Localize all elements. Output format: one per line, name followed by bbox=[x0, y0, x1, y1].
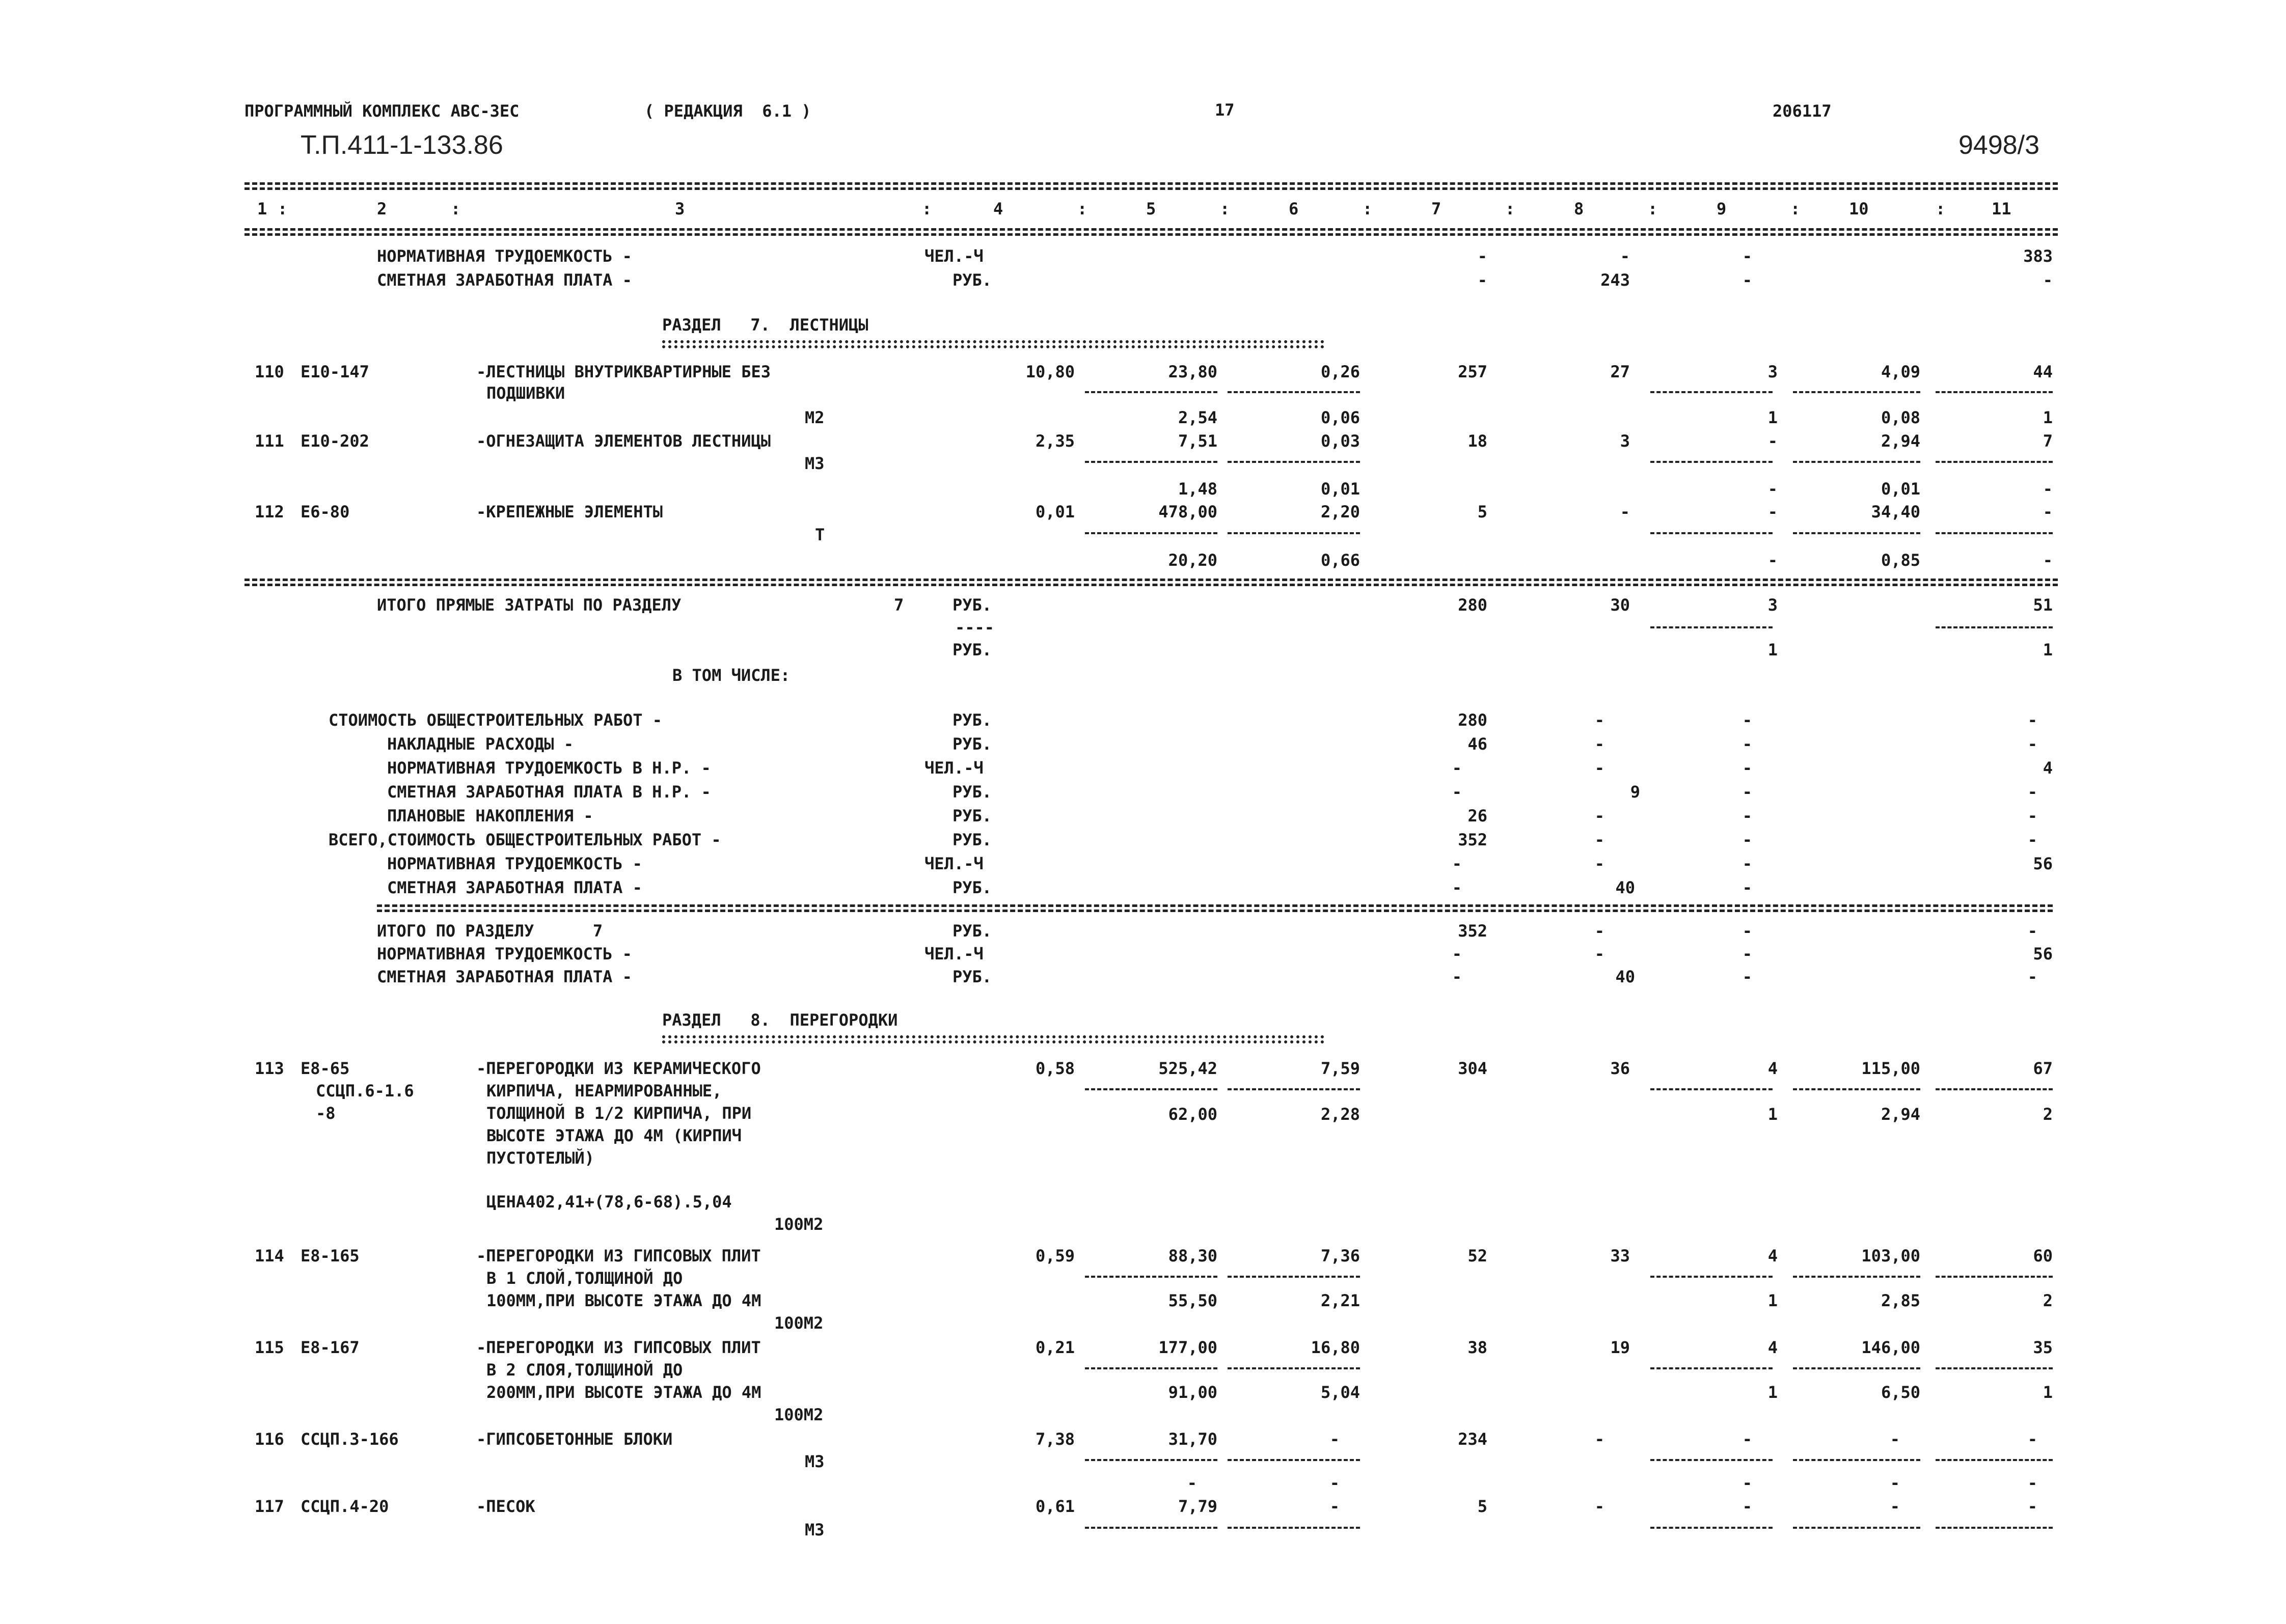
col-4: 4 bbox=[993, 199, 1003, 218]
work-description: -ОГНЕЗАЩИТА ЭЛЕМЕНТОВ ЛЕСТНИЦЫ bbox=[476, 431, 771, 451]
work-description: -ПЕРЕГОРОДКИ ИЗ ГИПСОВЫХ ПЛИТ bbox=[476, 1338, 761, 1357]
total-direct-costs-label: ИТОГО ПРЯМЫЕ ЗАТРАТЫ ПО РАЗДЕЛУ bbox=[377, 595, 682, 615]
unit: 100М2 bbox=[774, 1313, 824, 1333]
col-2: 2 bbox=[377, 199, 387, 218]
unit: ЧЕЛ.-Ч bbox=[924, 246, 984, 266]
row-number: 117 bbox=[255, 1497, 284, 1516]
wages-label: СМЕТНАЯ ЗАРАБОТНАЯ ПЛАТА - bbox=[377, 270, 632, 290]
work-description: -ГИПСОБЕТОННЫЕ БЛОКИ bbox=[476, 1429, 673, 1449]
rule bbox=[244, 584, 2058, 586]
work-description: -ПЕСОК bbox=[476, 1497, 535, 1516]
row-number: 114 bbox=[255, 1246, 284, 1265]
rate-code: ССЦП.3-166 bbox=[301, 1429, 399, 1449]
rate-code: Е10-147 bbox=[301, 362, 369, 381]
col-9: 9 bbox=[1717, 199, 1727, 218]
page-number: 17 bbox=[1215, 100, 1235, 120]
estimate-sheet: ПРОГРАММНЫЙ КОМПЛЕКС АВС-3ЕС ( РЕДАКЦИЯ 6.1 ) 17 206117 Т.П.411-1-133.86 9498/3 1 2 3 4 5 6 7 8 9 10 11 : : : : : : : : : : НОРМАТИВНАЯ ТРУДОЕМКОСТЬ - ЧЕЛ.-Ч - - - 383 СМЕТНАЯ ЗАРАБОТНАЯ ПЛАТА - РУБ. - 243 - - РАЗДЕЛ 7. ЛЕСТНИЦЫ 110 Е10-147 -ЛЕСТНИЦЫ ВНУТРИКВАРТИРНЫЕ БЕЗ ПОДШИВКИ М2 10,80 23,80 0,26 257 27 3 4,09 44 2,54 0,06 1 0,08 1 111 Е10-202 -ОГНЕЗАЩИТА ЭЛЕМЕНТОВ ЛЕСТНИЦЫ М3 2,35 7,51 0,03 18 3 - 2,94 7 1,48 0,01 - 0,01 - 112 Е6-80 -КРЕПЕЖНЫЕ ЭЛЕМЕНТЫ Т 0,01 478,00 2,20 5 - - 34,40 - 20,20 0,66 - 0,85 - ИТОГО ПРЯМЫЕ ЗАТРАТЫ ПО РАЗДЕЛУ 7 РУБ. 280 30 3 51 ---- РУБ. 1 1 В ТОМ ЧИСЛЕ: СТОИМОСТЬ ОБЩЕСТРОИТЕЛЬНЫХ РАБОТ - РУБ. 280 - - - НАКЛАДНЫЕ РАСХОДЫ - РУБ. 46 - - - НОРМАТИВНАЯ ТРУДОЕМКОСТЬ В Н.Р. - ЧЕЛ.-Ч - - - 4 СМЕТНАЯ ЗАРАБОТНАЯ ПЛАТА В Н.Р. - РУБ. - 9 - - ПЛАНОВЫЕ НАКОПЛЕНИЯ - РУБ. 26 - - - ВСЕГО,СТОИМОСТЬ ОБЩЕСТРОИТЕЛЬНЫХ РАБОТ - РУБ. 352 - - - НОРМАТИВНАЯ ТРУДОЕМКОСТЬ - ЧЕЛ.-Ч - - - 56 СМЕТНАЯ ЗАРАБОТНАЯ ПЛАТА - РУБ. - 40 - ИТОГО ПО РАЗДЕЛУ 7 РУБ. 352 - - - НОРМАТИВНАЯ ТРУДОЕМКОСТЬ - ЧЕЛ.-Ч - - - 56 СМЕТНАЯ ЗАРАБОТНАЯ ПЛАТА - РУБ. - 40 - - РАЗДЕЛ 8. ПЕРЕГОРОДКИ 113 Е8-65 ССЦП.6-1.6 -8 -ПЕРЕГОРОДКИ ИЗ КЕРАМИЧЕСКОГО КИРПИЧА, НЕАРМИРОВАННЫЕ, ТОЛЩИНОЙ В 1/2 КИРПИЧА, ПРИ ВЫСОТЕ ЭТАЖА ДО 4М (КИРПИЧ ПУСТОТЕЛЫЙ) ЦЕНА402,41+(78,6-68).5,04 100М2 0,58 525,42 7,59 304 36 4 115,00 67 62,00 2,28 1 2,94 2 114 Е8-165 -ПЕРЕГОРОДКИ ИЗ ГИПСОВЫХ ПЛИТ В 1 СЛОЙ,ТОЛЩИНОЙ ДО 100ММ,ПРИ ВЫСОТЕ ЭТАЖА ДО 4М 100М2 0,59 88,30 7,36 52 33 4 103,00 60 55,50 2,21 1 2,85 2 115 Е8-167 -ПЕРЕГОРОДКИ ИЗ ГИПСОВЫХ ПЛИТ В 2 СЛОЯ,ТОЛЩИНОЙ ДО 200ММ,ПРИ ВЫСОТЕ ЭТАЖА ДО 4М 100М2 0,21 177,00 16,80 38 19 4 146,00 35 91,00 5,04 1 6,50 1 116 ССЦП.3-166 -ГИПСОБЕТОННЫЕ БЛОКИ М3 7,38 31,70 - 234 - - - - - - - - - 117 ССЦП.4-20 -ПЕСОК М3 0,61 7,79 - 5 - - - - bbox=[0, 0, 2286, 1624]
section-8-title: РАЗДЕЛ 8. ПЕРЕГОРОДКИ bbox=[662, 1010, 898, 1030]
section-7-title: РАЗДЕЛ 7. ЛЕСТНИЦЫ bbox=[662, 315, 868, 335]
title-underline bbox=[662, 345, 1324, 348]
row-number: 116 bbox=[255, 1429, 284, 1449]
col-11: 11 bbox=[1992, 199, 2011, 218]
rate-code: Е10-202 bbox=[301, 431, 369, 451]
col-8: 8 bbox=[1574, 199, 1584, 218]
rate-code: Е8-65 bbox=[301, 1059, 350, 1078]
rate-code: Е8-167 bbox=[301, 1338, 360, 1357]
title-underline bbox=[662, 1040, 1324, 1043]
work-description: -ПЕРЕГОРОДКИ ИЗ ГИПСОВЫХ ПЛИТ bbox=[476, 1246, 761, 1265]
work-description: -ПЕРЕГОРОДКИ ИЗ КЕРАМИЧЕСКОГО bbox=[476, 1059, 761, 1078]
rate-code: ССЦП.4-20 bbox=[301, 1497, 389, 1516]
unit: М3 bbox=[805, 1520, 825, 1539]
unit: М3 bbox=[805, 454, 825, 473]
including-label: В ТОМ ЧИСЛЕ: bbox=[672, 666, 791, 685]
row-number: 110 bbox=[255, 362, 284, 381]
rule bbox=[377, 910, 2053, 912]
rule bbox=[244, 228, 2058, 231]
row-number: 112 bbox=[255, 502, 284, 521]
rule bbox=[244, 233, 2058, 236]
rate-code: Е8-165 bbox=[301, 1246, 360, 1265]
typical-project-ref: Т.П.411-1-133.86 bbox=[301, 130, 503, 160]
unit: РУБ. bbox=[953, 270, 992, 290]
rule bbox=[244, 187, 2058, 190]
unit: 100М2 bbox=[774, 1215, 824, 1234]
col-3: 3 bbox=[675, 199, 685, 218]
section-total-label: ИТОГО ПО РАЗДЕЛУ 7 bbox=[377, 921, 603, 941]
work-description: -ЛЕСТНИЦЫ ВНУТРИКВАРТИРНЫЕ БЕЗ bbox=[476, 362, 771, 381]
row-number: 111 bbox=[255, 431, 284, 451]
sheet-ref: 9498/3 bbox=[1958, 130, 2040, 160]
program-name: ПРОГРАММНЫЙ КОМПЛЕКС АВС-3ЕС bbox=[244, 101, 520, 121]
labor-label: НОРМАТИВНАЯ ТРУДОЕМКОСТЬ - bbox=[377, 246, 632, 266]
unit: 100М2 bbox=[774, 1405, 824, 1424]
price-formula: ЦЕНА402,41+(78,6-68).5,04 bbox=[486, 1192, 732, 1212]
unit: М3 bbox=[805, 1452, 825, 1471]
rule bbox=[244, 182, 2058, 185]
col-10: 10 bbox=[1849, 199, 1869, 218]
col-1: 1 bbox=[257, 199, 267, 218]
unit: Т bbox=[815, 525, 825, 544]
col-5: 5 bbox=[1146, 199, 1156, 218]
title-underline bbox=[662, 1035, 1324, 1038]
work-description: -КРЕПЕЖНЫЕ ЭЛЕМЕНТЫ bbox=[476, 502, 663, 521]
row-number: 113 bbox=[255, 1059, 284, 1078]
rule bbox=[244, 579, 2058, 581]
document-code: 206117 bbox=[1773, 101, 1832, 121]
row-number: 115 bbox=[255, 1338, 284, 1357]
col-7: 7 bbox=[1431, 199, 1441, 218]
title-underline bbox=[662, 340, 1324, 343]
col-6: 6 bbox=[1289, 199, 1299, 218]
rate-code: Е6-80 bbox=[301, 502, 350, 521]
edition: ( РЕДАКЦИЯ 6.1 ) bbox=[644, 101, 811, 121]
unit: М2 bbox=[805, 408, 825, 427]
rule bbox=[377, 904, 2053, 907]
